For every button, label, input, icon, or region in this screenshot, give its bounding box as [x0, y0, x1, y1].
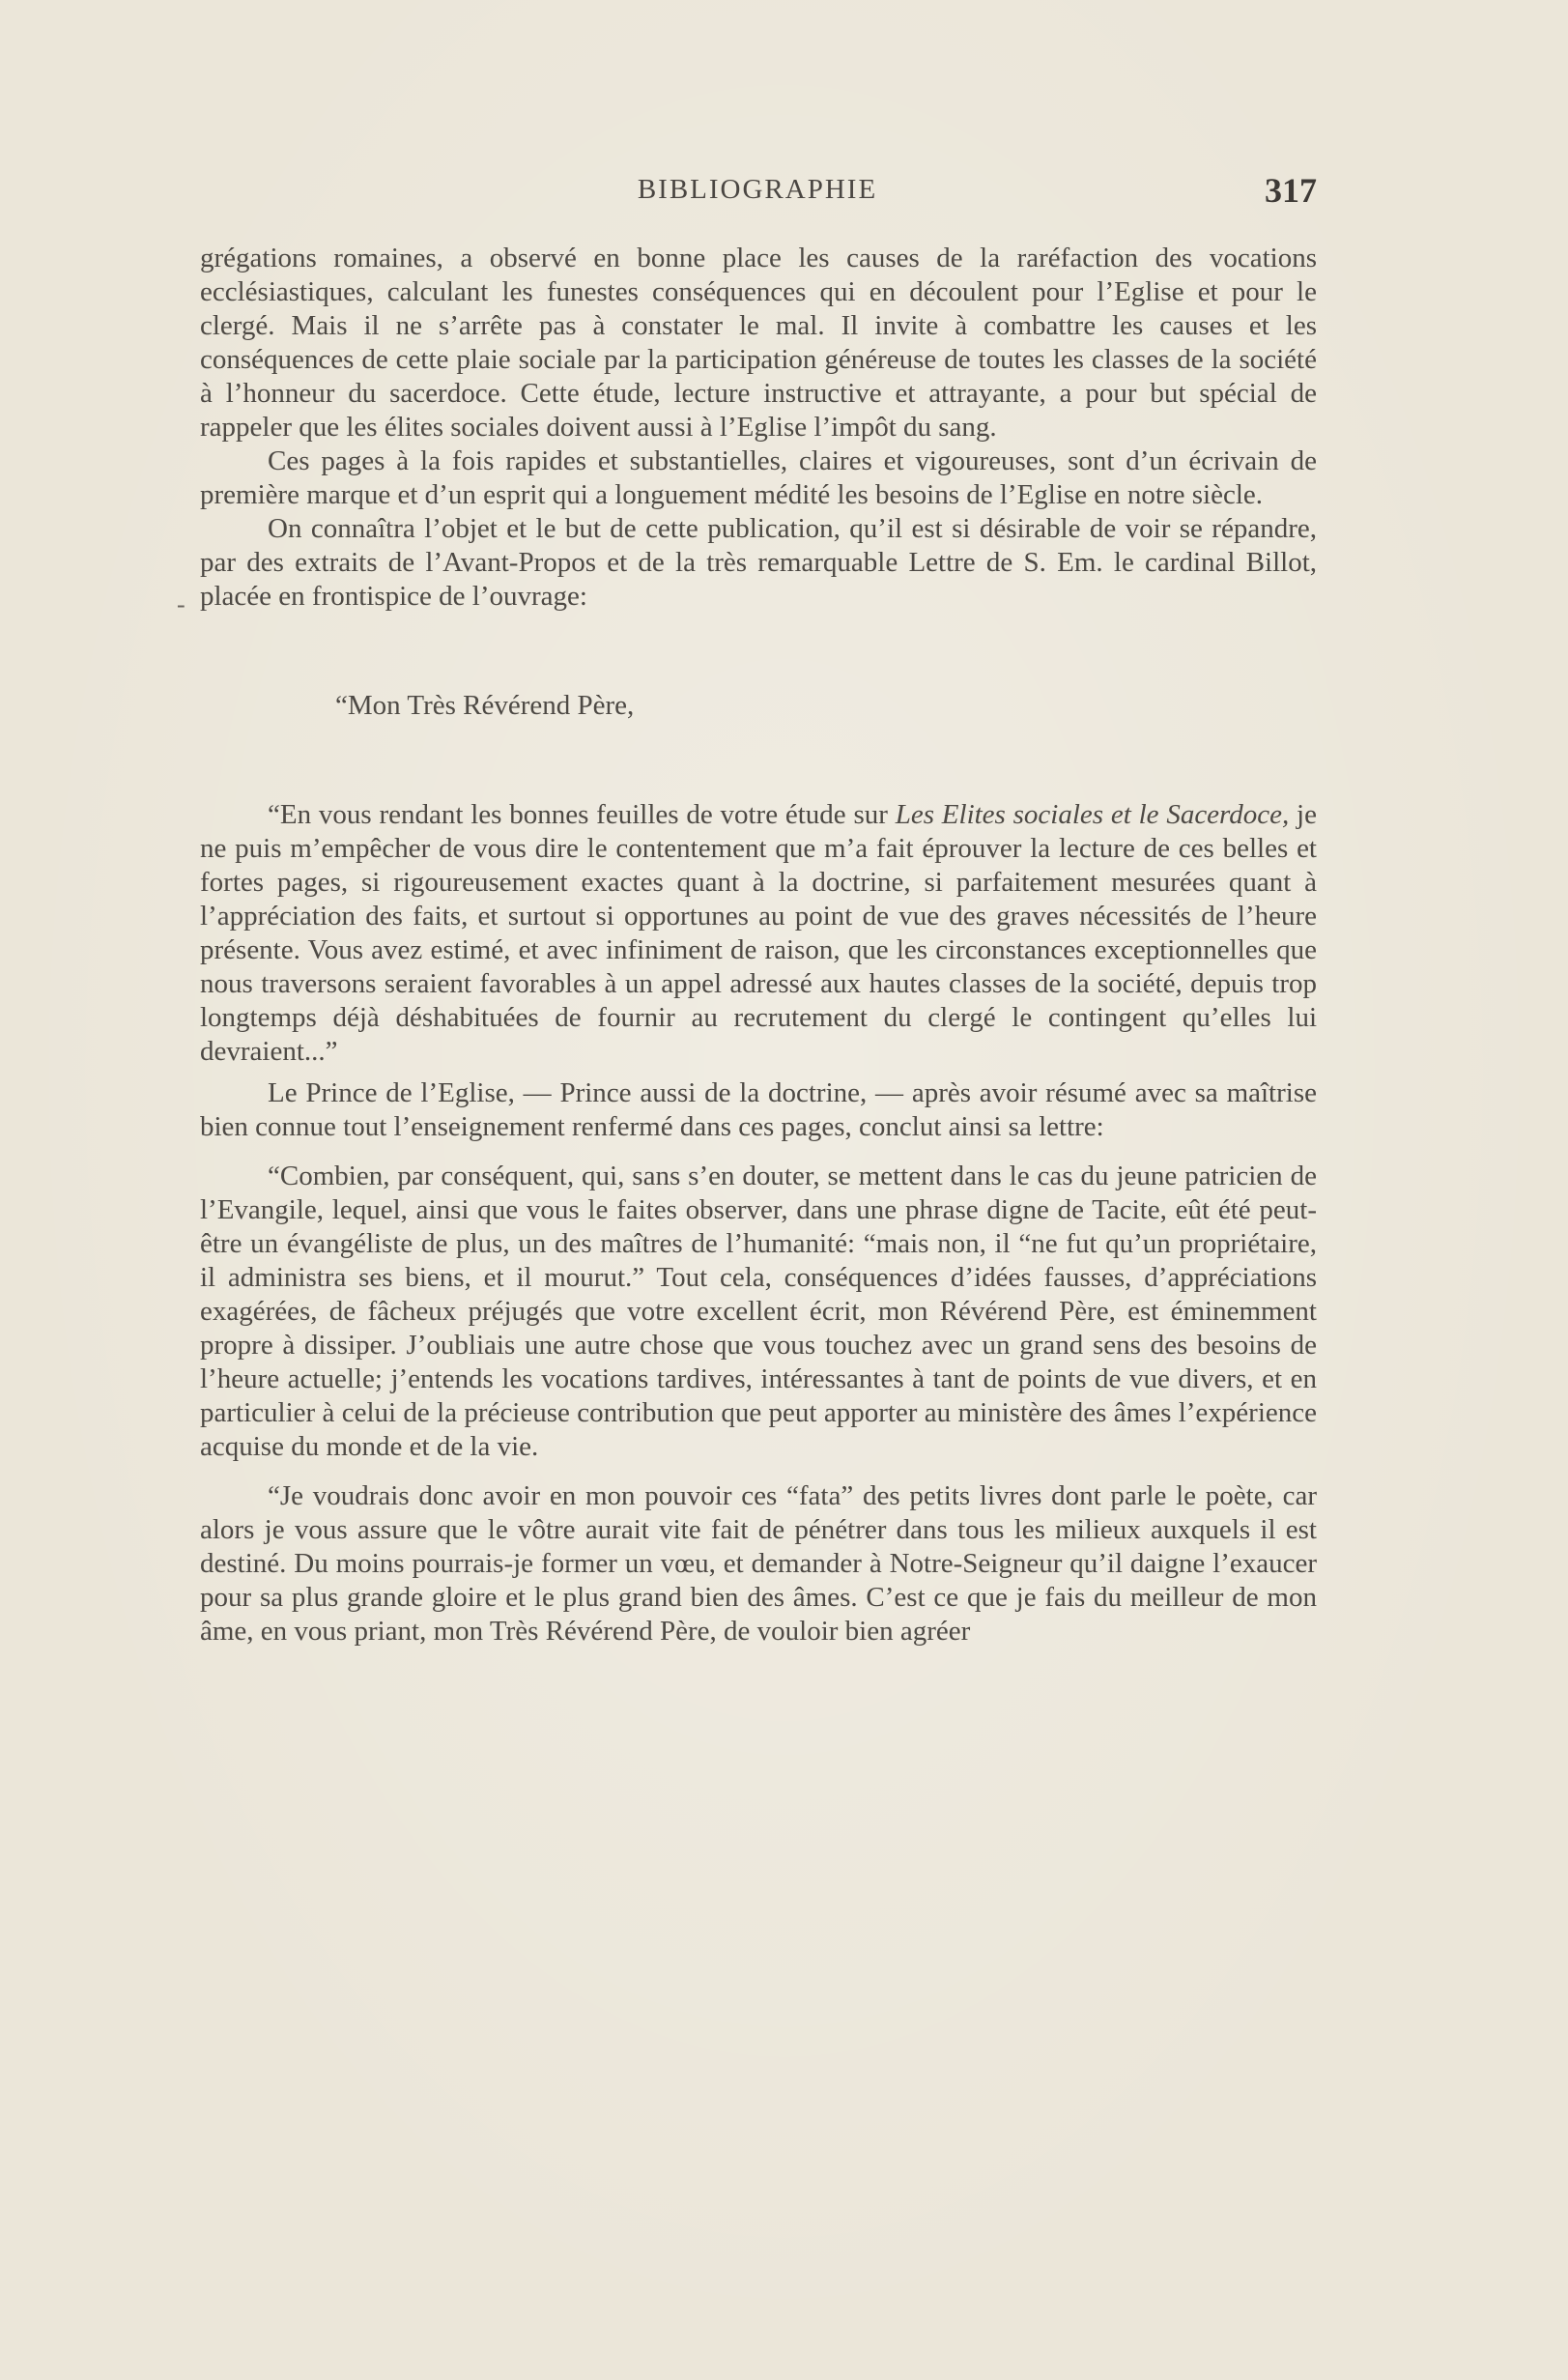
letter-paragraph-2: “Combien, par conséquent, qui, sans s’en douter, se mettent dans le cas du jeune patricien de l’Evangile, lequel, ainsi que vous le faites observer, dans une phrase digne de Tacite, eût été peut-être un évangéliste de plus, un des maîtres de l’humanité: “mais non, il “ne fut qu’un propriétaire, il administra ses biens, et il mourut.” Tout cela, conséquences d’idées fausses, d’appréciations exagérées, de fâcheux préjugés que votre excellent écrit, mon Révérend Père, est éminemment propre à dissiper. J’oubliais une autre chose que vous touchez avec un grand sens des besoins de l’heure actuelle; j’entends les vocations tardives, intéressantes à tant de points de vue divers, et en particulier à celui de la précieuse contribution que peut apporter au ministère des âmes l’expérience acquise du monde et de la vie.: [200, 1161, 1317, 1462]
paragraph-evaluation: Ces pages à la fois rapides et substantielles, claires et vigoureuses, sont d’un écrivain de première marque et d’un esprit qui a longuement médité les besoins de l’Eglise en notre siècle.: [200, 445, 1317, 510]
margin-mark: -: [177, 590, 185, 618]
body-text: [200, 242, 1317, 1649]
running-head: [198, 172, 1317, 211]
letter-paragraph-1: [200, 798, 1317, 1069]
running-title: BIBLIOGRAPHIE: [637, 174, 878, 205]
letter-paragraph-3: “Je voudrais donc avoir en mon pouvoir ces “fata” des petits livres dont parle le poète, car alors je vous assure que le vôtre aurait vite fait de pénétrer dans tous les milieux auxquels il est destiné. Du moins pourrais-je former un vœu, et demander à Notre-Seigneur qu’il daigne l’exaucer pour sa plus grande gloire et le plus grand bien des âmes. C’est ce que je fais du meilleur de mon âme, en vous priant, mon Très Révérend Père, de vouloir bien agréer: [200, 1480, 1317, 1647]
letter-salutation: “Mon Très Révérend Père,: [335, 690, 635, 721]
book-title: Les Elites sociales et le Sacerdoce,: [895, 799, 1290, 830]
letter-paragraph-1-rest: je ne puis m’empêcher de vous dire le contentement que m’a fait éprouver la lecture de ces belles et fortes pages, si rigoureusement exactes quant à la doctrine, si parfaitement mesurées quant à l’appréciation des faits, et surtout si opportunes au point de vue des graves nécessités de l’heure présente. Vous avez estimé, et avec infiniment de raison, que les circonstances exceptionnelles que nous traversons seraient favorables à un appel adressé aux hautes classes de la société, depuis trop longtemps déjà déshabituées de fournir au recrutement du clergé le contingent qu’elles lui devraient...”: [200, 799, 1317, 1067]
paragraph-introduction: On connaîtra l’objet et le but de cette publication, qu’il est si désirable de voir se répandre, par des extraits de l’Avant-Propos et de la très remarquable Lettre de S. Em. le cardinal Billot, placée en frontispice de l’ouvrage:: [200, 513, 1317, 612]
paragraph-continuation: grégations romaines, a observé en bonne place les causes de la raréfaction des vocations ecclésiastiques, calculant les funestes conséquences qui en découlent pour l’Eglise et pour le clergé. Mais il ne s’arrête pas à constater le mal. Il invite à combattre les causes et les conséquences de cette plaie sociale par la participation généreuse de toutes les classes de la société à l’honneur du sacerdoce. Cette étude, lecture instructive et attrayante, a pour but spécial de rappeler que les élites sociales doivent aussi à l’Eglise l’impôt du sang.: [200, 243, 1317, 443]
paragraph-commentary: Le Prince de l’Eglise, — Prince aussi de la doctrine, — après avoir résumé avec sa maîtrise bien connue tout l’enseignement renfermé dans ces pages, conclut ainsi sa lettre:: [200, 1077, 1317, 1142]
page-number: 317: [1265, 171, 1317, 210]
letter-paragraph-1-start: “En vous rendant les bonnes feuilles de votre étude sur: [268, 799, 896, 830]
